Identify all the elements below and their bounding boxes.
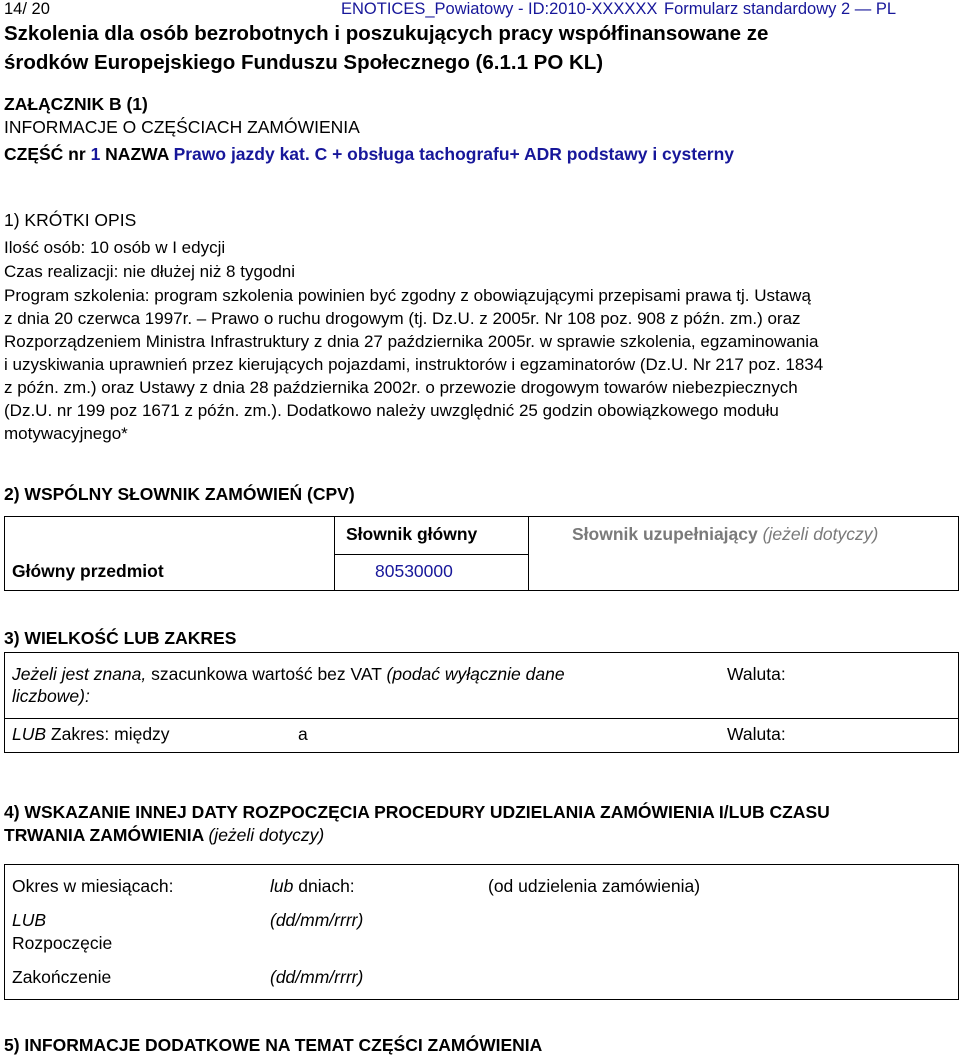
annex-heading: ZAŁĄCZNIK B (1) <box>4 94 148 114</box>
part-label: CZĘŚĆ nr <box>4 144 86 164</box>
dates-or: LUB <box>12 910 47 930</box>
from-award: (od udzielenia zamówienia) <box>488 876 701 896</box>
range-or: LUB <box>12 724 47 744</box>
section4-heading-note: (jeżeli dotyczy) <box>208 825 325 845</box>
s1-line-2: Program szkolenia: program szkolenia powinien być zgodny z obowiązującymi przepisami prawa tj. Ustawą <box>4 286 811 305</box>
page-title-line1: Szkolenia dla osób bezrobotnych i poszukujących pracy współfinansowane ze <box>4 22 769 45</box>
cpv-divider-h <box>334 554 529 555</box>
range-and: a <box>298 724 308 744</box>
name-label: NAZWA <box>105 144 169 164</box>
section3-heading: 3) WIELKOŚĆ LUB ZAKRES <box>4 628 237 648</box>
cpv-main-code: 80530000 <box>375 561 453 581</box>
annex-subheading: INFORMACJE O CZĘŚCIACH ZAMÓWIENIA <box>4 117 360 137</box>
start-format: (dd/mm/rrrr) <box>270 910 364 930</box>
days-line <box>270 876 355 897</box>
cpv-col-main: Słownik główny <box>346 524 478 544</box>
page-number: 14/ 20 <box>4 0 50 18</box>
days-label: dniach: <box>298 876 355 896</box>
s1-line-4: Rozporządzeniem Ministra Infrastruktury z dnia 27 października 2005r. w sprawie szkolenia, egzaminowania <box>4 332 819 351</box>
months-label: Okres w miesiącach: <box>12 876 174 896</box>
range-label: Zakres: między <box>50 724 170 744</box>
size-if-known: Jeżeli jest znana, <box>12 664 147 684</box>
section1-heading: 1) KRÓTKI OPIS <box>4 210 137 230</box>
section2-heading: 2) WSPÓLNY SŁOWNIK ZAMÓWIEŃ (CPV) <box>4 484 355 504</box>
s1-line-3: z dnia 20 czerwca 1997r. – Prawo o ruchu drogowym (tj. Dz.U. z 2005r. Nr 108 poz. 908 z późn. zm.) oraz <box>4 309 801 328</box>
size-value-line <box>12 664 565 685</box>
size-note2: liczbowe): <box>12 686 90 706</box>
currency-label-2: Waluta: <box>727 724 786 744</box>
cpv-row-label: Główny przedmiot <box>12 561 164 581</box>
part-name: Prawo jazdy kat. C + obsługa tachografu+ ADR podstawy i cysterny <box>173 144 735 164</box>
s1-line-1: Czas realizacji: nie dłużej niż 8 tygodni <box>4 262 296 281</box>
currency-label: Waluta: <box>727 664 786 684</box>
section4-heading-2-text: TRWANIA ZAMÓWIENIA <box>4 825 204 845</box>
cpv-col-supp <box>572 524 878 545</box>
days-or: lub <box>270 876 294 896</box>
part-number: 1 <box>90 144 101 164</box>
size-divider <box>4 718 959 719</box>
s1-line-5: i uzyskiwania uprawnień przez kierujących pojazdami, instruktorów i egzaminatorów (Dz.U. Nr 217 poz. 1834 <box>4 355 824 374</box>
s1-line-7: (Dz.U. nr 199 poz 1671 z późn. zm.). Dodatkowo należy uwzględnić 25 godzin obowiązkowego modułu <box>4 401 779 420</box>
section4-heading-1: 4) WSKAZANIE INNEJ DATY ROZPOCZĘCIA PROCEDURY UDZIELANIA ZAMÓWIENIA I/LUB CZASU <box>4 802 830 822</box>
form-type: Formularz standardowy 2 — PL <box>664 0 897 18</box>
size-note1: (podać wyłącznie dane <box>386 664 565 684</box>
page-title-line2: środków Europejskiego Funduszu Społecznego (6.1.1 PO KL) <box>4 51 604 74</box>
s1-line-0: Ilość osób: 10 osób w I edycji <box>4 238 226 257</box>
cpv-col-supp-label: Słownik uzupełniający <box>572 524 758 544</box>
s1-line-6: z późn. zm.) oraz Ustawy z dnia 28 października 2002r. o przewozie drogowym towarów niebezpiecznych <box>4 378 798 397</box>
start-label: Rozpoczęcie <box>12 933 113 953</box>
range-line <box>12 724 170 745</box>
notice-id: ENOTICES_Powiatowy - ID:2010-XXXXXX <box>341 0 658 18</box>
s1-line-8: motywacyjnego* <box>4 424 128 443</box>
part-line <box>4 144 734 165</box>
section4-heading-2 <box>4 825 324 846</box>
cpv-col-supp-note: (jeżeli dotyczy) <box>762 524 879 544</box>
section5-heading: 5) INFORMACJE DODATKOWE NA TEMAT CZĘŚCI ZAMÓWIENIA <box>4 1035 543 1055</box>
size-estimate: szacunkowa wartość bez VAT <box>151 664 382 684</box>
end-format: (dd/mm/rrrr) <box>270 967 364 987</box>
end-label: Zakończenie <box>12 967 112 987</box>
